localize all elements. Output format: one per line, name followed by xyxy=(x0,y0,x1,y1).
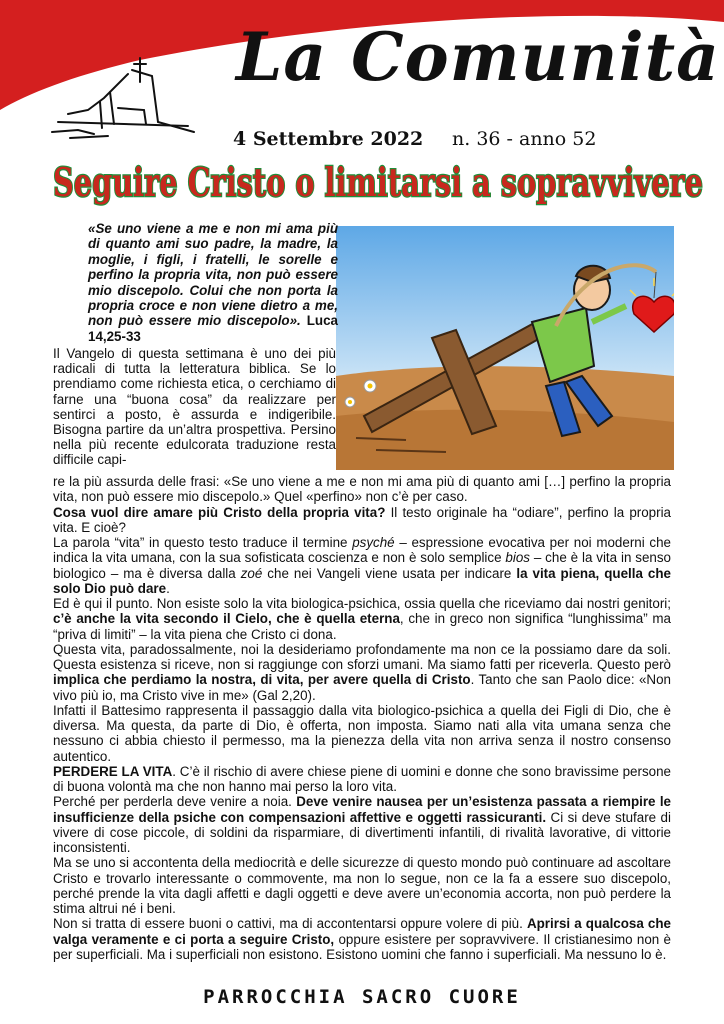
paragraph-4-bold: c’è anche la vita secondo il Cielo, che è quella eterna xyxy=(53,611,400,627)
paragraph-9: Ma se uno si accontenta della mediocrità e delle sicurezze di questo mondo può continuare ad ascoltare Cristo e trovarlo interessante o commovente, ma non lo segue, non ce la fa a essere suo discepolo, perché prende la vita dagli affetti e dagli oggetti e deve avere un’economia accorta, non può perdere la stima altrui né i beni. xyxy=(53,855,671,916)
paragraph-6: Infatti il Battesimo rappresenta il passaggio dalla vita biologico-psichica a quella dei Figli di Dio, che è diversa. Ma questa, da parte di Dio, è offerta, non imposta. Siamo nati alla vita umana senza che nessuno ci abbia chiesto il permesso, ma la pienezza della vita non arriva senza il nostro consenso autentico. xyxy=(53,702,671,764)
article-body xyxy=(53,474,671,962)
paragraph-10-text-a: Non si tratta di essere buoni o cattivi, ma di accontentarsi oppure volere di più. xyxy=(53,916,527,932)
gospel-quote-text: «Se uno viene a me e non mi ama più di quanto ami suo padre, la madre, la moglie, i figli, i fratelli, le sorelle e perfino la propria vita, non può essere mio discepolo. Colui che non porta la propria croce e non viene dietro a me, non può essere mio discepolo». xyxy=(88,221,338,329)
parish-footer: PARROCCHIA SACRO CUORE xyxy=(203,986,521,1008)
term-zoe: zoé xyxy=(240,565,263,581)
paragraph-8 xyxy=(53,794,671,855)
headline-text: Seguire Cristo o limitarsi a sopravvivere xyxy=(53,160,703,206)
paragraph-8-bold: Deve venire nausea per un’esistenza passata a riempire le insufficienze della psiche con compensazioni affettive e oggetti rassicuranti. xyxy=(53,794,672,825)
church-logo-icon xyxy=(48,52,198,162)
paragraph-5-text-a: Questa vita, paradossalmente, noi la desideriamo profondamente ma non ce la possiamo dare da soli. Questa esistenza si riceve, non si raggiunge con sforzi umani. Ma siamo fatti per riceverla. Questo però xyxy=(53,641,671,672)
paragraph-2 xyxy=(53,505,671,536)
paragraph-3-text-b: – espressione evocativa per noi moderni che indica la vita umana, con la sua sofisticata coscienza e non è solo semplice xyxy=(53,535,671,566)
paragraph-3-bold: la vita piena, quella che solo Dio può dare xyxy=(53,565,671,596)
paragraph-2-question: Cosa vuol dire amare più Cristo della propria vita? xyxy=(53,504,386,520)
paragraph-5-text-b: . Tanto che san Paolo dice: «Non vivo più io, ma Cristo vive in me» (Gal 2,20). xyxy=(53,672,671,703)
issue-number: n. 36 - anno 52 xyxy=(452,128,597,150)
issue-date: 4 Settembre 2022 xyxy=(233,128,424,150)
paragraph-5-bold: implica che perdiamo la nostra, di vita, per avere quella di Cristo xyxy=(53,672,471,688)
paragraph-2-text: Il testo originale ha “odiare”, perfino la propria vita. E cioè? xyxy=(53,504,671,535)
term-psyche: psyché xyxy=(352,535,395,550)
paragraph-3-text-c: – che è la vita in senso biologico – ma è diversa dalla xyxy=(53,550,671,581)
paragraph-4 xyxy=(53,596,671,642)
paragraph-3-text-a: La parola “vita” in questo testo traduce il termine xyxy=(53,535,353,550)
paragraph-7 xyxy=(53,764,671,795)
paragraph-10 xyxy=(53,916,671,962)
paragraph-7-text: . C’è il rischio di avere chiese piene di uomini e donne che sono bravissime persone di buona volontà ma che non hanno mai perso la loro vita. xyxy=(53,763,671,794)
gospel-quote xyxy=(88,221,338,344)
paragraph-3 xyxy=(53,535,671,596)
paragraph-4-text-b: , che in greco non significa “lunghissima” ma “priva di limiti” – la vita piena che Cristo ci dona. xyxy=(53,611,671,642)
paragraph-1: re la più assurda delle frasi: «Se uno viene a me e non mi ama più di quanto ami […] perfino la propria vita, non può essere mio discepolo.» Quel «perfino» non c’è per caso. xyxy=(53,474,671,505)
masthead-title: La Comunità xyxy=(236,18,720,96)
intro-paragraph: Il Vangelo di questa settimana è uno dei più radicali di tutta la letteratura biblica. Se lo prendiamo come richiesta etica, o cerchiamo di farne una “buona cosa” da realizzare per sentirci a posto, è assurda e indigeribile. Bisogna partire da un’altra prospettiva. Persino nella più recente edulcorata traduzione resta difficile capi- xyxy=(53,346,336,468)
paragraph-8-text-b: Ci si deve stufare di vivere di cose piccole, di soldini da risparmiare, di divertimenti infantili, di rivalità lavorative, di vittorie inconsistenti. xyxy=(53,809,671,855)
paragraph-5 xyxy=(53,642,671,703)
man-dragging-cross-fishing-heart-icon xyxy=(336,226,674,470)
headline xyxy=(48,150,708,212)
paragraph-4-text-a: Ed è qui il punto. Non esiste solo la vita biologica-psichica, ossia quella che riceviamo dai nostri genitori; xyxy=(53,596,671,611)
paragraph-10-text-b: oppure esistere per sopravvivere. Il cristianesimo non è per superficiali. Ma i superficiali non esistono. Esistono uomini che fanno i superficiali. Ma nessuno lo è. xyxy=(53,931,672,962)
gospel-reference: Luca 14,25-33 xyxy=(88,313,338,344)
term-bios: bios xyxy=(505,550,530,566)
paragraph-10-bold: Aprirsi a qualcosa che valga veramente e ci porta a seguire Cristo, xyxy=(53,916,671,947)
paragraph-3-end: . xyxy=(166,580,170,596)
paragraph-8-text-a: Perché per perderla deve venire a noia. xyxy=(53,794,297,810)
section-heading-perdere-la-vita: PERDERE LA VITA xyxy=(53,763,173,779)
paragraph-3-text-d: che nei Vangeli viene usata per indicare xyxy=(262,565,517,581)
